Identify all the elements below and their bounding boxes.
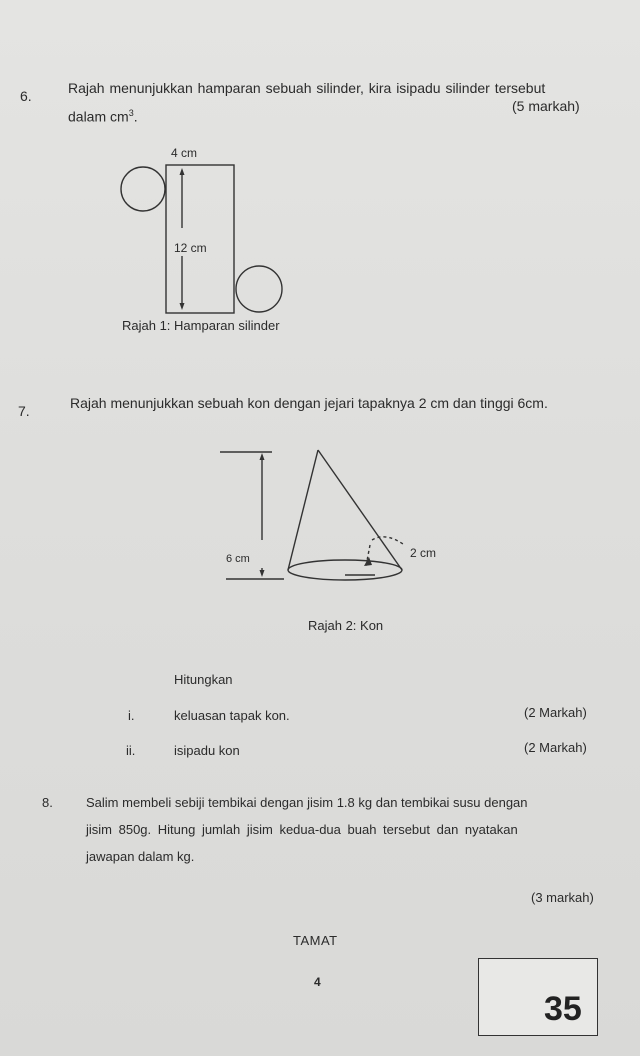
q8-number: 8.	[42, 795, 53, 810]
q6-number: 6.	[20, 88, 32, 104]
page-number: 4	[314, 975, 321, 989]
q7-diagram-caption: Rajah 2: Kon	[308, 618, 384, 633]
q7-part-2-marks: (2 Markah)	[524, 740, 587, 755]
q7-part-1-marks: (2 Markah)	[524, 705, 587, 720]
cone-left-edge	[288, 450, 318, 570]
radius-pointer-dashed	[372, 537, 403, 544]
q8-text-line2: jisim 850g. Hitung jumlah jisim kedua-dua buah tersebut dan nyatakan	[86, 822, 518, 837]
q7-part-2-text: isipadu kon	[174, 743, 240, 758]
cylinder-net-diagram	[121, 165, 282, 313]
net-bottom-circle	[236, 266, 282, 312]
q7-part-2-number: ii.	[126, 743, 136, 758]
q6-text-line1: Rajah menunjukkan hamparan sebuah silinder, kira isipadu silinder tersebut	[68, 80, 546, 96]
q6-height-label: 12 cm	[174, 241, 207, 255]
q8-marks: (3 markah)	[531, 890, 594, 905]
q8-text-line1: Salim membeli sebiji tembikai dengan jisim 1.8 kg dan tembikai susu dengan	[86, 795, 528, 810]
end-label: TAMAT	[293, 933, 338, 948]
q6-marks: (5 markah)	[512, 98, 580, 114]
cone-height-label: 6 cm	[226, 553, 250, 565]
q6-width-label: 4 cm	[171, 146, 198, 160]
q6-text-line2: dalam $cm^3$.	[68, 108, 138, 125]
q7-part-1-number: i.	[128, 708, 135, 723]
q7-number: 7.	[18, 403, 30, 419]
q8-text-line3: jawapan dalam kg.	[86, 849, 195, 864]
q6-diagram-caption: Rajah 1: Hamparan silinder	[122, 318, 280, 333]
q7-part-1-text: keluasan tapak kon.	[174, 708, 290, 723]
q7-text: Rajah menunjukkan sebuah kon dengan jejari tapaknya 2 cm dan tinggi 6cm.	[70, 395, 548, 411]
net-rectangle	[166, 165, 234, 313]
score-value: 35	[544, 990, 582, 1028]
cone-base	[288, 560, 402, 580]
q7-prompt: Hitungkan	[174, 672, 233, 687]
cone-radius-label: 2 cm	[410, 546, 437, 560]
cone-right-edge	[318, 450, 402, 570]
net-top-circle	[121, 167, 165, 211]
